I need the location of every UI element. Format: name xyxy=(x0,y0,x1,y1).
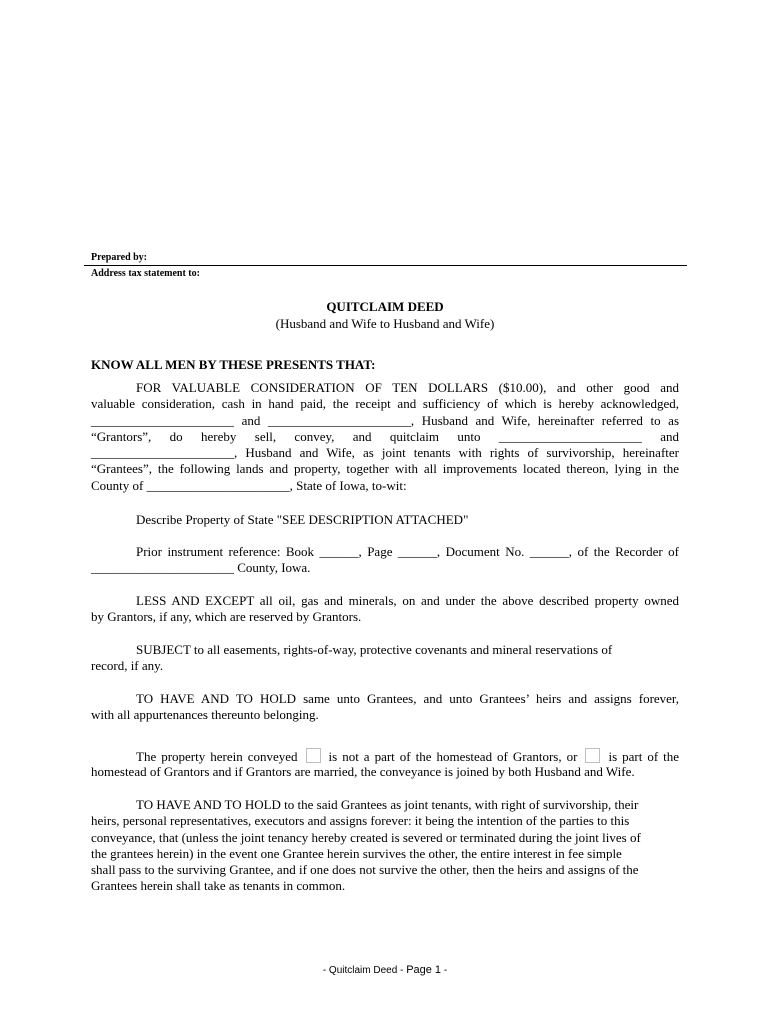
paragraph-line: shall pass to the surviving Grantee, and if one does not survive the other, then the heirs and assigns of the xyxy=(91,862,639,878)
paragraph-line: record, if any. xyxy=(91,658,164,674)
page-footer xyxy=(0,964,770,976)
footer-page-number: Page 1 xyxy=(406,964,442,976)
to-have-and-hold-paragraph xyxy=(91,691,679,724)
paragraph-line xyxy=(91,748,679,764)
joint-tenancy-paragraph xyxy=(91,797,679,895)
paragraph-line: the grantees herein) in the event one Grantee herein survives the other, the entire interest in fee simple xyxy=(91,845,622,861)
paragraph-line: ______________________ and ______________________, Husband and Wife, hereinafter referred to as xyxy=(91,412,679,428)
paragraph-line: Describe Property of State "SEE DESCRIPTION ATTACHED" xyxy=(136,512,469,527)
document-subtitle: (Husband and Wife to Husband and Wife) xyxy=(275,316,495,331)
footer-prefix: - Quitclaim Deed - xyxy=(322,965,407,976)
prepared-by-label: Prepared by: xyxy=(91,252,148,263)
paragraph-line: FOR VALUABLE CONSIDERATION OF TEN DOLLARS ($10.00), and other good and xyxy=(136,380,679,395)
paragraph-line: LESS AND EXCEPT all oil, gas and minerals, on and under the above described property owned xyxy=(136,593,679,608)
document-title: QUITCLAIM DEED xyxy=(326,299,444,314)
know-all-men-heading: KNOW ALL MEN BY THESE PRESENTS THAT: xyxy=(91,357,376,372)
is-homestead-checkbox[interactable] xyxy=(585,748,600,763)
paragraph-line: SUBJECT to all easements, rights-of-way, protective covenants and mineral reservations of xyxy=(136,642,613,657)
homestead-text-b: is not a part of the homestead of Grantors, or xyxy=(328,749,578,764)
footer-suffix: - xyxy=(441,965,448,976)
paragraph-line: Prior instrument reference: Book ______, Page ______, Document No. ______, of the Recorder of xyxy=(136,544,679,559)
not-homestead-checkbox[interactable] xyxy=(306,748,321,763)
paragraph-line: “Grantees”, the following lands and property, together with all improvements located thereon, lying in the xyxy=(91,461,679,477)
paragraph-line: with all appurtenances thereunto belonging. xyxy=(91,707,319,723)
prior-instrument-paragraph xyxy=(91,544,679,577)
homestead-text-c: is part of the xyxy=(608,749,680,764)
paragraph-line: homestead of Grantors and if Grantors are married, the conveyance is joined by both Husband and Wife. xyxy=(91,764,635,780)
paragraph-line: ______________________, Husband and Wife, as joint tenants with rights of survivorship, hereinafter xyxy=(91,445,679,461)
less-and-except-paragraph xyxy=(91,593,679,626)
subject-to-paragraph xyxy=(91,642,679,675)
paragraph-line: conveyance, that (unless the joint tenancy hereby created is severed or terminated during the joint lives of xyxy=(91,829,641,845)
describe-property-paragraph xyxy=(91,512,679,528)
paragraph-line: County of ______________________, State of Iowa, to-wit: xyxy=(91,477,407,493)
paragraph-line: heirs, personal representatives, executors and assigns forever: it being the intention of the parties to this xyxy=(91,813,630,829)
address-tax-label: Address tax statement to: xyxy=(91,268,200,279)
paragraph-line: Grantees herein shall take as tenants in common. xyxy=(91,878,346,894)
paragraph-line: “Grantors”, do hereby sell, convey, and quitclaim unto ______________________ and xyxy=(91,428,679,444)
paragraph-line: TO HAVE AND TO HOLD same unto Grantees, and unto Grantees’ heirs and assigns forever, xyxy=(136,691,679,706)
header-divider xyxy=(84,265,687,266)
consideration-paragraph xyxy=(91,380,679,494)
homestead-paragraph xyxy=(91,748,679,781)
paragraph-line: valuable consideration, cash in hand paid, the receipt and sufficiency of which is hereby acknowledged, xyxy=(91,396,679,412)
paragraph-line: TO HAVE AND TO HOLD to the said Grantees as joint tenants, with right of survivorship, their xyxy=(136,797,639,812)
homestead-text-a: The property herein conveyed xyxy=(136,749,298,764)
paragraph-line: ______________________ County, Iowa. xyxy=(91,560,311,576)
paragraph-line: by Grantors, if any, which are reserved by Grantors. xyxy=(91,609,362,625)
